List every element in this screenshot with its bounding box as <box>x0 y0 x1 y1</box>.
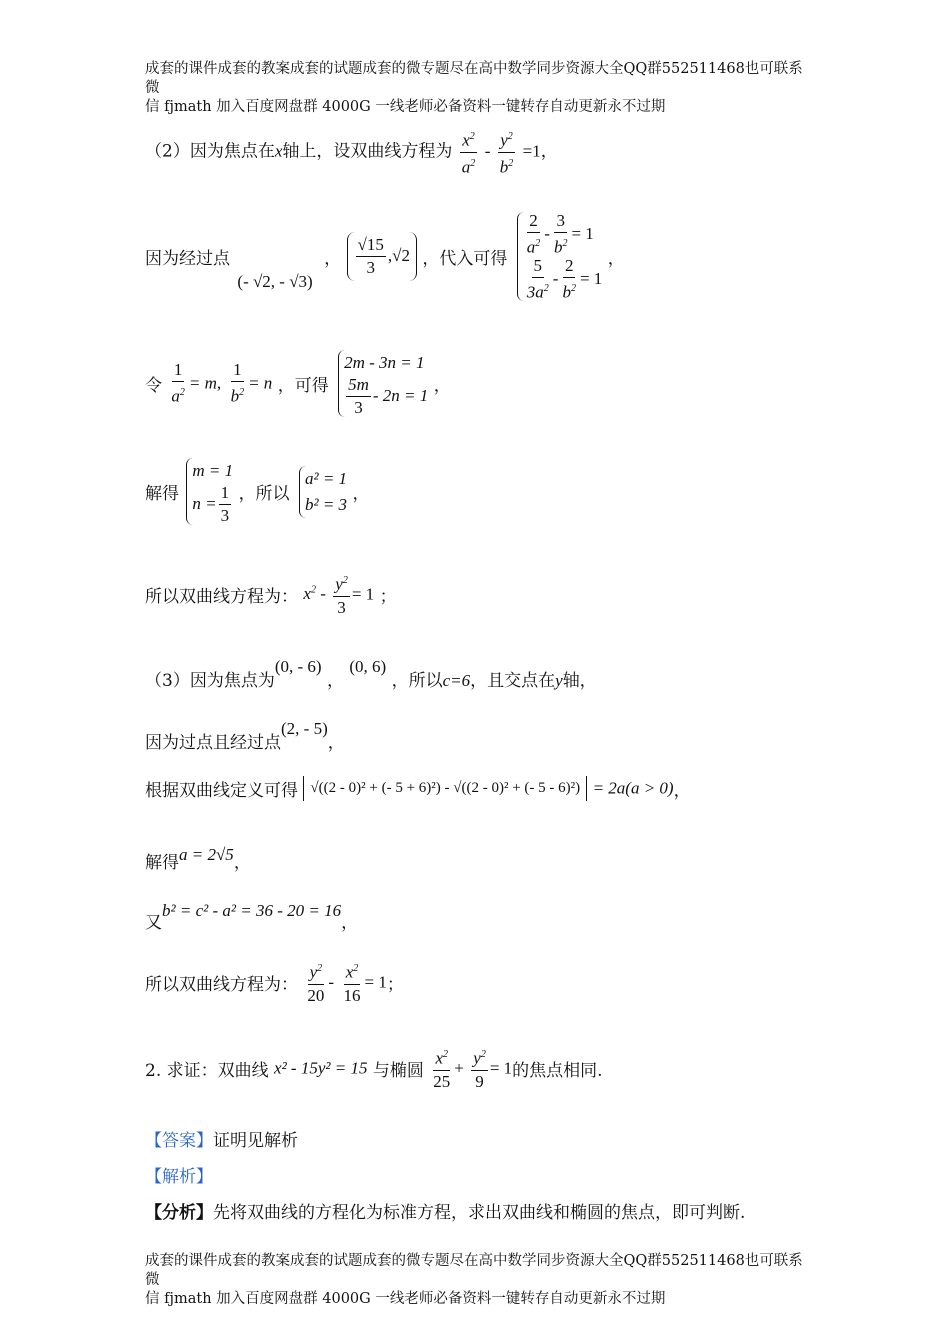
pass-point: (2, - 5) <box>281 719 328 738</box>
part3-b-line: 又b² = c² - a² = 36 - 20 = 16， <box>145 901 359 933</box>
b-calculation: b² = c² - a² = 36 - 20 = 16 <box>162 901 342 920</box>
focus-2: (0, 6) <box>349 657 387 676</box>
eq-m: m = 1 <box>192 461 234 480</box>
text: ，且交点在 <box>470 671 556 691</box>
footer-banner-line-2: 信 fjmath 加入百度网盘群 4000G 一线老师必备资料一键转存自动更新永不过期 <box>145 1291 666 1307</box>
var-x: x <box>274 141 283 161</box>
footer-banner-line-1: 成套的课件成套的教案成套的试题成套的微专题尽在高中数学同步资源大全QQ群552511468也可联系微 <box>145 1253 803 1288</box>
text: 所以双曲线方程为： <box>145 586 298 607</box>
part3-result-line: 所以双曲线方程为： $\frac{y^2}{20}$ - $\frac{x^2}{16}$ = 1； <box>145 960 404 1005</box>
question-2-line: 2. 求证：双曲线 x² - 15y² = 15 与椭圆 $\frac{x^2}{25}$ + $\frac{y^2}{9}$ = 1的焦点相同. <box>145 1046 603 1091</box>
text: 根据双曲线定义可得 <box>145 781 298 801</box>
fenxi-line <box>145 1198 745 1223</box>
answer-line <box>145 1126 298 1151</box>
text: 令 <box>145 376 162 396</box>
part3-solve-a-line: 解得a = 2√5， <box>145 845 251 873</box>
text: （2）因为焦点在 <box>145 141 275 162</box>
point2-tail: ,√2 <box>387 246 410 266</box>
text: 轴， <box>562 671 597 691</box>
part2-result-line: 所以双曲线方程为： $x^2$ - $\frac{y^2}{3}$ = 1 ； <box>145 572 397 617</box>
answer-text: 证明见解析 <box>213 1131 298 1151</box>
fenxi-text: 先将双曲线的方程化为标准方程，求出双曲线和椭圆的焦点，即可判断. <box>213 1203 746 1223</box>
text: ，所以 <box>238 484 290 504</box>
part2-solve-line: 解得 m = 1 n = $\frac{1}{3}$ ，所以 a² = 1 b² = 3 ， <box>145 458 369 525</box>
result-tail: = 1 <box>364 972 387 992</box>
sys1-row1-tail: = 1 <box>571 223 594 243</box>
part2-points-line: 因为经过点 (- √2, - √3) ， $\frac{√15}{3}$ ,√2 ，代入可得 $\frac{2}{a^2}$ - $\frac{3}{b^2}$ = 1 $\frac{5}{3a^2}$ - $\frac{2}{b^2}$ = 1 ， <box>145 211 625 302</box>
eq-b2: b² = 3 <box>304 494 348 514</box>
point2-numerator: √15 <box>356 236 386 257</box>
a-value: a = 2√5 <box>179 845 234 864</box>
text: ，代入可得 <box>422 249 508 270</box>
semicolon: ； <box>379 586 397 607</box>
text: 解得 <box>145 853 179 873</box>
question-label: 2. 求证：双曲线 <box>145 1060 269 1081</box>
point2-denominator: 3 <box>366 258 375 278</box>
text: ，所以 <box>391 671 443 691</box>
fenxi-tag: 【分析】 <box>145 1203 213 1223</box>
system-1: $\frac{2}{a^2}$ - $\frac{3}{b^2}$ = 1 $\frac{5}{3a^2}$ - $\frac{2}{b^2}$ = 1 <box>517 212 603 301</box>
eq-a2: a² = 1 <box>304 468 348 488</box>
point-2 <box>347 232 417 281</box>
part3-pass-line: 因为过点且经过点(2, - 5)， <box>145 719 345 753</box>
sys2-row1: 2m - 3n = 1 <box>344 353 425 372</box>
text: 与椭圆 <box>372 1060 424 1081</box>
text: 又 <box>145 913 162 933</box>
comma: ， <box>540 141 558 162</box>
header-banner <box>145 60 815 117</box>
text: 解得 <box>145 484 179 504</box>
frac-y2-b2: $\frac{y^2}{b^2}$ <box>498 128 516 176</box>
c-eq: c=6 <box>442 671 471 690</box>
ellipse-tail: = 1 <box>489 1058 513 1078</box>
definition-result: = 2a(a > 0) <box>592 778 674 798</box>
analysis-line <box>145 1162 213 1187</box>
system-3: m = 1 n = $\frac{1}{3}$ <box>186 458 233 525</box>
text: 所以双曲线方程为： <box>145 974 298 995</box>
part2-let-line: 令 $\frac{1}{a^2}$ = m, $\frac{1}{b^2}$ = n ，可得 2m - 3n = 1 $\frac{5m}{3}$ - 2n = 1 ， <box>145 350 451 417</box>
text: 的焦点相同. <box>512 1060 603 1081</box>
text: 因为过点且经过点 <box>145 733 281 753</box>
sys2-row2-tail: - 2n = 1 <box>372 386 429 405</box>
frac-x2-a2: $\frac{x^2}{a^2}$ <box>460 128 478 176</box>
header-banner-line-1: 成套的课件成套的教案成套的试题成套的微专题尽在高中数学同步资源大全QQ群552511468也可联系微 <box>145 61 803 96</box>
point-1: (- √2, - √3) <box>237 272 313 292</box>
header-banner-line-2: 信 fjmath 加入百度网盘群 4000G 一线老师必备资料一键转存自动更新永不过期 <box>145 99 666 115</box>
focus-1: (0, - 6) <box>274 657 322 676</box>
var-y: y <box>555 671 563 690</box>
text: （3）因为焦点为 <box>145 671 275 691</box>
distance-difference: √((2 - 0)² + (- 5 + 6)²) - √((2 - 0)² + (- 5 - 6)²) <box>303 776 587 801</box>
hyperbola-equation: x² - 15y² = 15 <box>274 1058 368 1078</box>
part3-definition-line: 根据双曲线定义可得 √((2 - 0)² + (- 5 + 6)²) - √((2 - 0)² + (- 5 - 6)²) = 2a(a > 0)， <box>145 776 691 801</box>
footer-banner <box>145 1252 815 1309</box>
system-4 <box>299 466 347 518</box>
analysis-tag: 【解析】 <box>145 1167 213 1187</box>
text: 轴上，设双曲线方程为 <box>282 141 453 162</box>
result-tail: = 1 <box>351 584 375 604</box>
part2-intro-line: （2）因为焦点在x轴上，设双曲线方程为 $\frac{x^2}{a^2}$ - $\frac{y^2}{b^2}$ =1， <box>145 128 558 176</box>
text: 因为经过点 <box>145 249 230 270</box>
part3-intro-line: （3）因为焦点为(0, - 6) ， (0, 6) ，所以c=6，且交点在y轴， <box>145 657 597 691</box>
system-2: 2m - 3n = 1 $\frac{5m}{3}$ - 2n = 1 <box>338 350 428 417</box>
eq-n: n = <box>192 494 217 513</box>
text: ，可得 <box>277 376 329 396</box>
answer-tag: 【答案】 <box>145 1131 213 1151</box>
